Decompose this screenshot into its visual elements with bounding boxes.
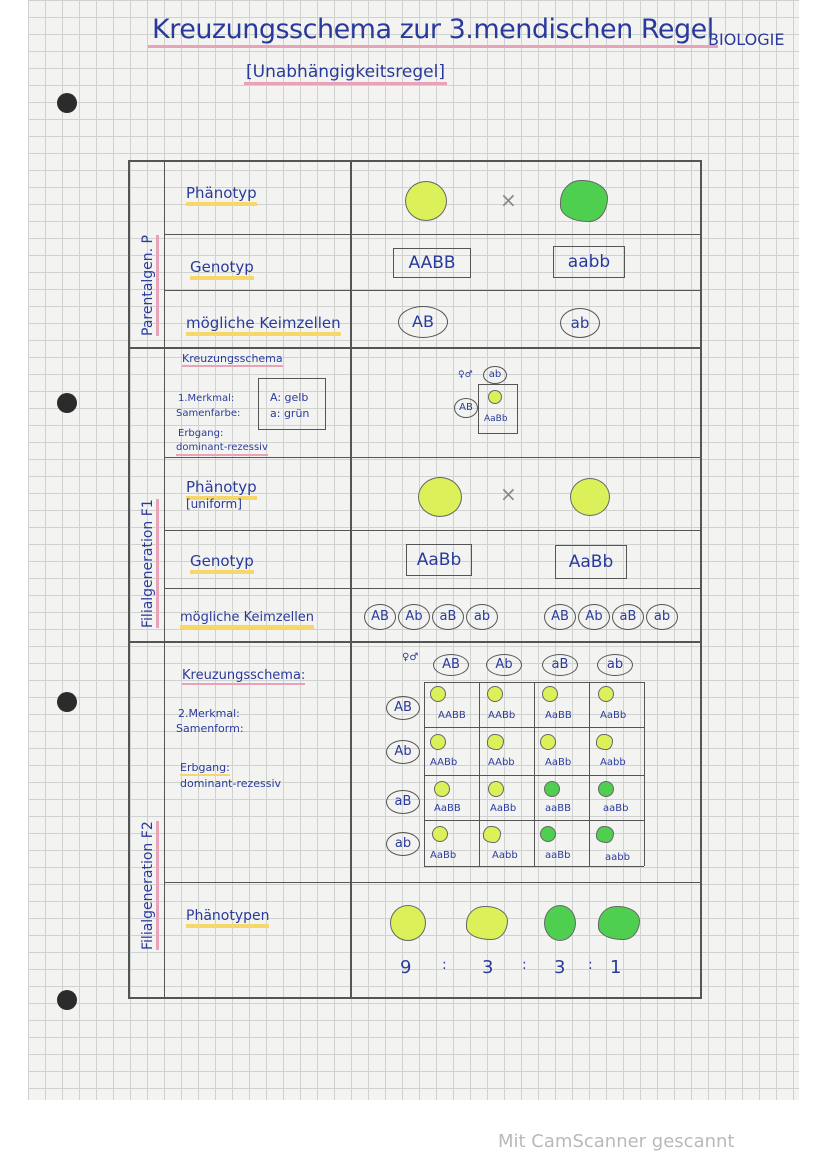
scanner-watermark: Mit CamScanner gescannt <box>498 1131 735 1152</box>
punnett-cell: AaBb <box>545 757 572 768</box>
pea-yellow-wrinkled <box>487 734 504 750</box>
punnett-row-gamete: ab <box>386 832 420 856</box>
f1-gamete-left: Ab <box>398 604 430 630</box>
punnett-cell: AABb <box>430 757 458 768</box>
p-phenotype-label: Phänotyp <box>186 184 257 202</box>
pea-yellow-round <box>418 477 462 517</box>
pea-yellow-round <box>390 905 426 941</box>
p-gametes-label: mögliche Keimzellen <box>186 314 341 332</box>
f1-gamete-right: ab <box>646 604 678 630</box>
pea-yellow-round <box>540 734 556 750</box>
page-subtitle: [Unabhängigkeitsregel] <box>244 62 447 85</box>
punnett-col-gamete: aB <box>542 654 578 676</box>
pea-yellow-round <box>542 686 558 702</box>
page-title: Kreuzungsschema zur 3.mendischen Regel <box>148 14 718 48</box>
f1-gametes-label: mögliche Keimzellen <box>180 610 314 625</box>
pea-yellow-round <box>598 686 614 702</box>
f1-gamete-left: AB <box>364 604 396 630</box>
f1-gamete-right: AB <box>544 604 576 630</box>
punnett-cell: aaBb <box>545 850 571 861</box>
cross-symbol: × <box>500 482 517 506</box>
pea-yellow-round <box>430 686 446 702</box>
f2-trait-label: 2.Merkmal: <box>178 707 240 720</box>
punnett-cell: aaBB <box>545 803 571 814</box>
pea-green-round <box>540 826 556 842</box>
ratio-value: 3 <box>554 957 566 978</box>
binder-hole <box>57 990 77 1010</box>
pea-yellow-round <box>488 390 502 404</box>
ratio-separator: : <box>588 957 593 973</box>
punnett-row-gamete: Ab <box>386 740 420 764</box>
pea-yellow-round <box>487 686 503 702</box>
f2-inherit-value: dominant-rezessiv <box>180 777 282 790</box>
punnett-cell: AaBb <box>490 803 517 814</box>
punnett-cell: aaBb <box>603 803 629 814</box>
pea-yellow-round <box>570 478 610 516</box>
f1-cross-col-gamete: ab <box>483 366 507 384</box>
pea-green-round <box>544 781 560 797</box>
pea-yellow-round <box>432 826 448 842</box>
punnett-cell: aabb <box>605 852 630 863</box>
binder-hole <box>57 692 77 712</box>
ratio-value: 1 <box>610 957 622 978</box>
pea-green-round <box>544 905 576 941</box>
ratio-value: 3 <box>482 957 494 978</box>
p-genotype-left: AABB <box>393 248 471 278</box>
f2-inherit-label: Erbgang: <box>180 761 230 774</box>
f1-cross-symbol: ♀♂ <box>458 370 473 380</box>
f1-allele-box <box>258 378 326 430</box>
punnett-col-gamete: AB <box>433 654 469 676</box>
side-label-parental: Parentalgen. P <box>140 235 156 336</box>
f1-uniform-label: [uniform] <box>186 497 242 511</box>
f1-cross-row-gamete: AB <box>454 398 478 418</box>
ratio-separator: : <box>442 957 447 973</box>
f1-cross-result: AaBb <box>484 414 508 424</box>
pea-green-wrinkled <box>560 180 608 222</box>
f1-inherit-value: dominant-rezessiv <box>176 442 268 456</box>
punnett-symbol: ♀♂ <box>402 652 419 663</box>
f2-trait-name: Samenform: <box>176 722 244 735</box>
p-genotype-label: Genotyp <box>190 258 254 276</box>
subject-label: BIOLOGIE <box>708 30 785 49</box>
punnett-col-gamete: ab <box>597 654 633 676</box>
pea-yellow-round <box>430 734 446 750</box>
side-label-f1: Filialgeneration F1 <box>140 499 156 628</box>
ratio-value: 9 <box>400 957 412 978</box>
pea-green-round <box>598 781 614 797</box>
punnett-cell: AaBb <box>430 850 457 861</box>
f2-phenotypes-label: Phänotypen <box>186 908 269 924</box>
pea-yellow-round <box>488 781 504 797</box>
f1-allele-a: A: gelb <box>270 391 309 404</box>
f1-genotype-left: AaBb <box>406 544 472 576</box>
punnett-row-gamete: aB <box>386 790 420 814</box>
f1-genotype-right: AaBb <box>555 545 627 579</box>
punnett-cell: AAbb <box>488 757 515 768</box>
pea-yellow-round <box>434 781 450 797</box>
pea-yellow-round <box>405 181 447 221</box>
pea-green-wrinkled <box>598 906 640 940</box>
f1-inherit-label: Erbgang: <box>178 428 224 439</box>
punnett-cell: AABB <box>438 710 466 721</box>
f1-gamete-right: Ab <box>578 604 610 630</box>
f1-gamete-right: aB <box>612 604 644 630</box>
punnett-cell: AaBB <box>434 803 461 814</box>
punnett-col-gamete: Ab <box>486 654 522 676</box>
punnett-row-gamete: AB <box>386 696 420 720</box>
f1-allele-b: a: grün <box>270 407 310 420</box>
f1-genotype-label: Genotyp <box>190 552 254 570</box>
pea-yellow-wrinkled <box>596 734 613 750</box>
f1-trait-label: 1.Merkmal: <box>178 393 235 404</box>
punnett-cell: Aabb <box>600 757 626 768</box>
p-gamete-left: AB <box>398 306 448 338</box>
f1-gamete-left: aB <box>432 604 464 630</box>
p-gamete-right: ab <box>560 308 600 338</box>
cross-symbol: × <box>500 188 517 212</box>
f1-trait-name: Samenfarbe: <box>176 408 241 419</box>
punnett-cell: AABb <box>488 710 516 721</box>
binder-hole <box>57 93 77 113</box>
f1-phenotype-label: Phänotyp <box>186 478 257 496</box>
binder-hole <box>57 393 77 413</box>
pea-yellow-wrinkled <box>466 906 508 940</box>
side-label-f2: Filialgeneration F2 <box>140 821 156 950</box>
f1-scheme-label: Kreuzungsschema <box>182 352 283 365</box>
punnett-cell: AaBb <box>600 710 627 721</box>
ratio-separator: : <box>522 957 527 973</box>
p-genotype-right: aabb <box>553 246 625 278</box>
f1-gamete-left: ab <box>466 604 498 630</box>
pea-yellow-wrinkled <box>483 826 501 843</box>
f2-scheme-label: Kreuzungsschema: <box>182 668 306 683</box>
pea-green-wrinkled <box>596 826 614 843</box>
punnett-cell: AaBB <box>545 710 572 721</box>
punnett-cell: Aabb <box>492 850 518 861</box>
